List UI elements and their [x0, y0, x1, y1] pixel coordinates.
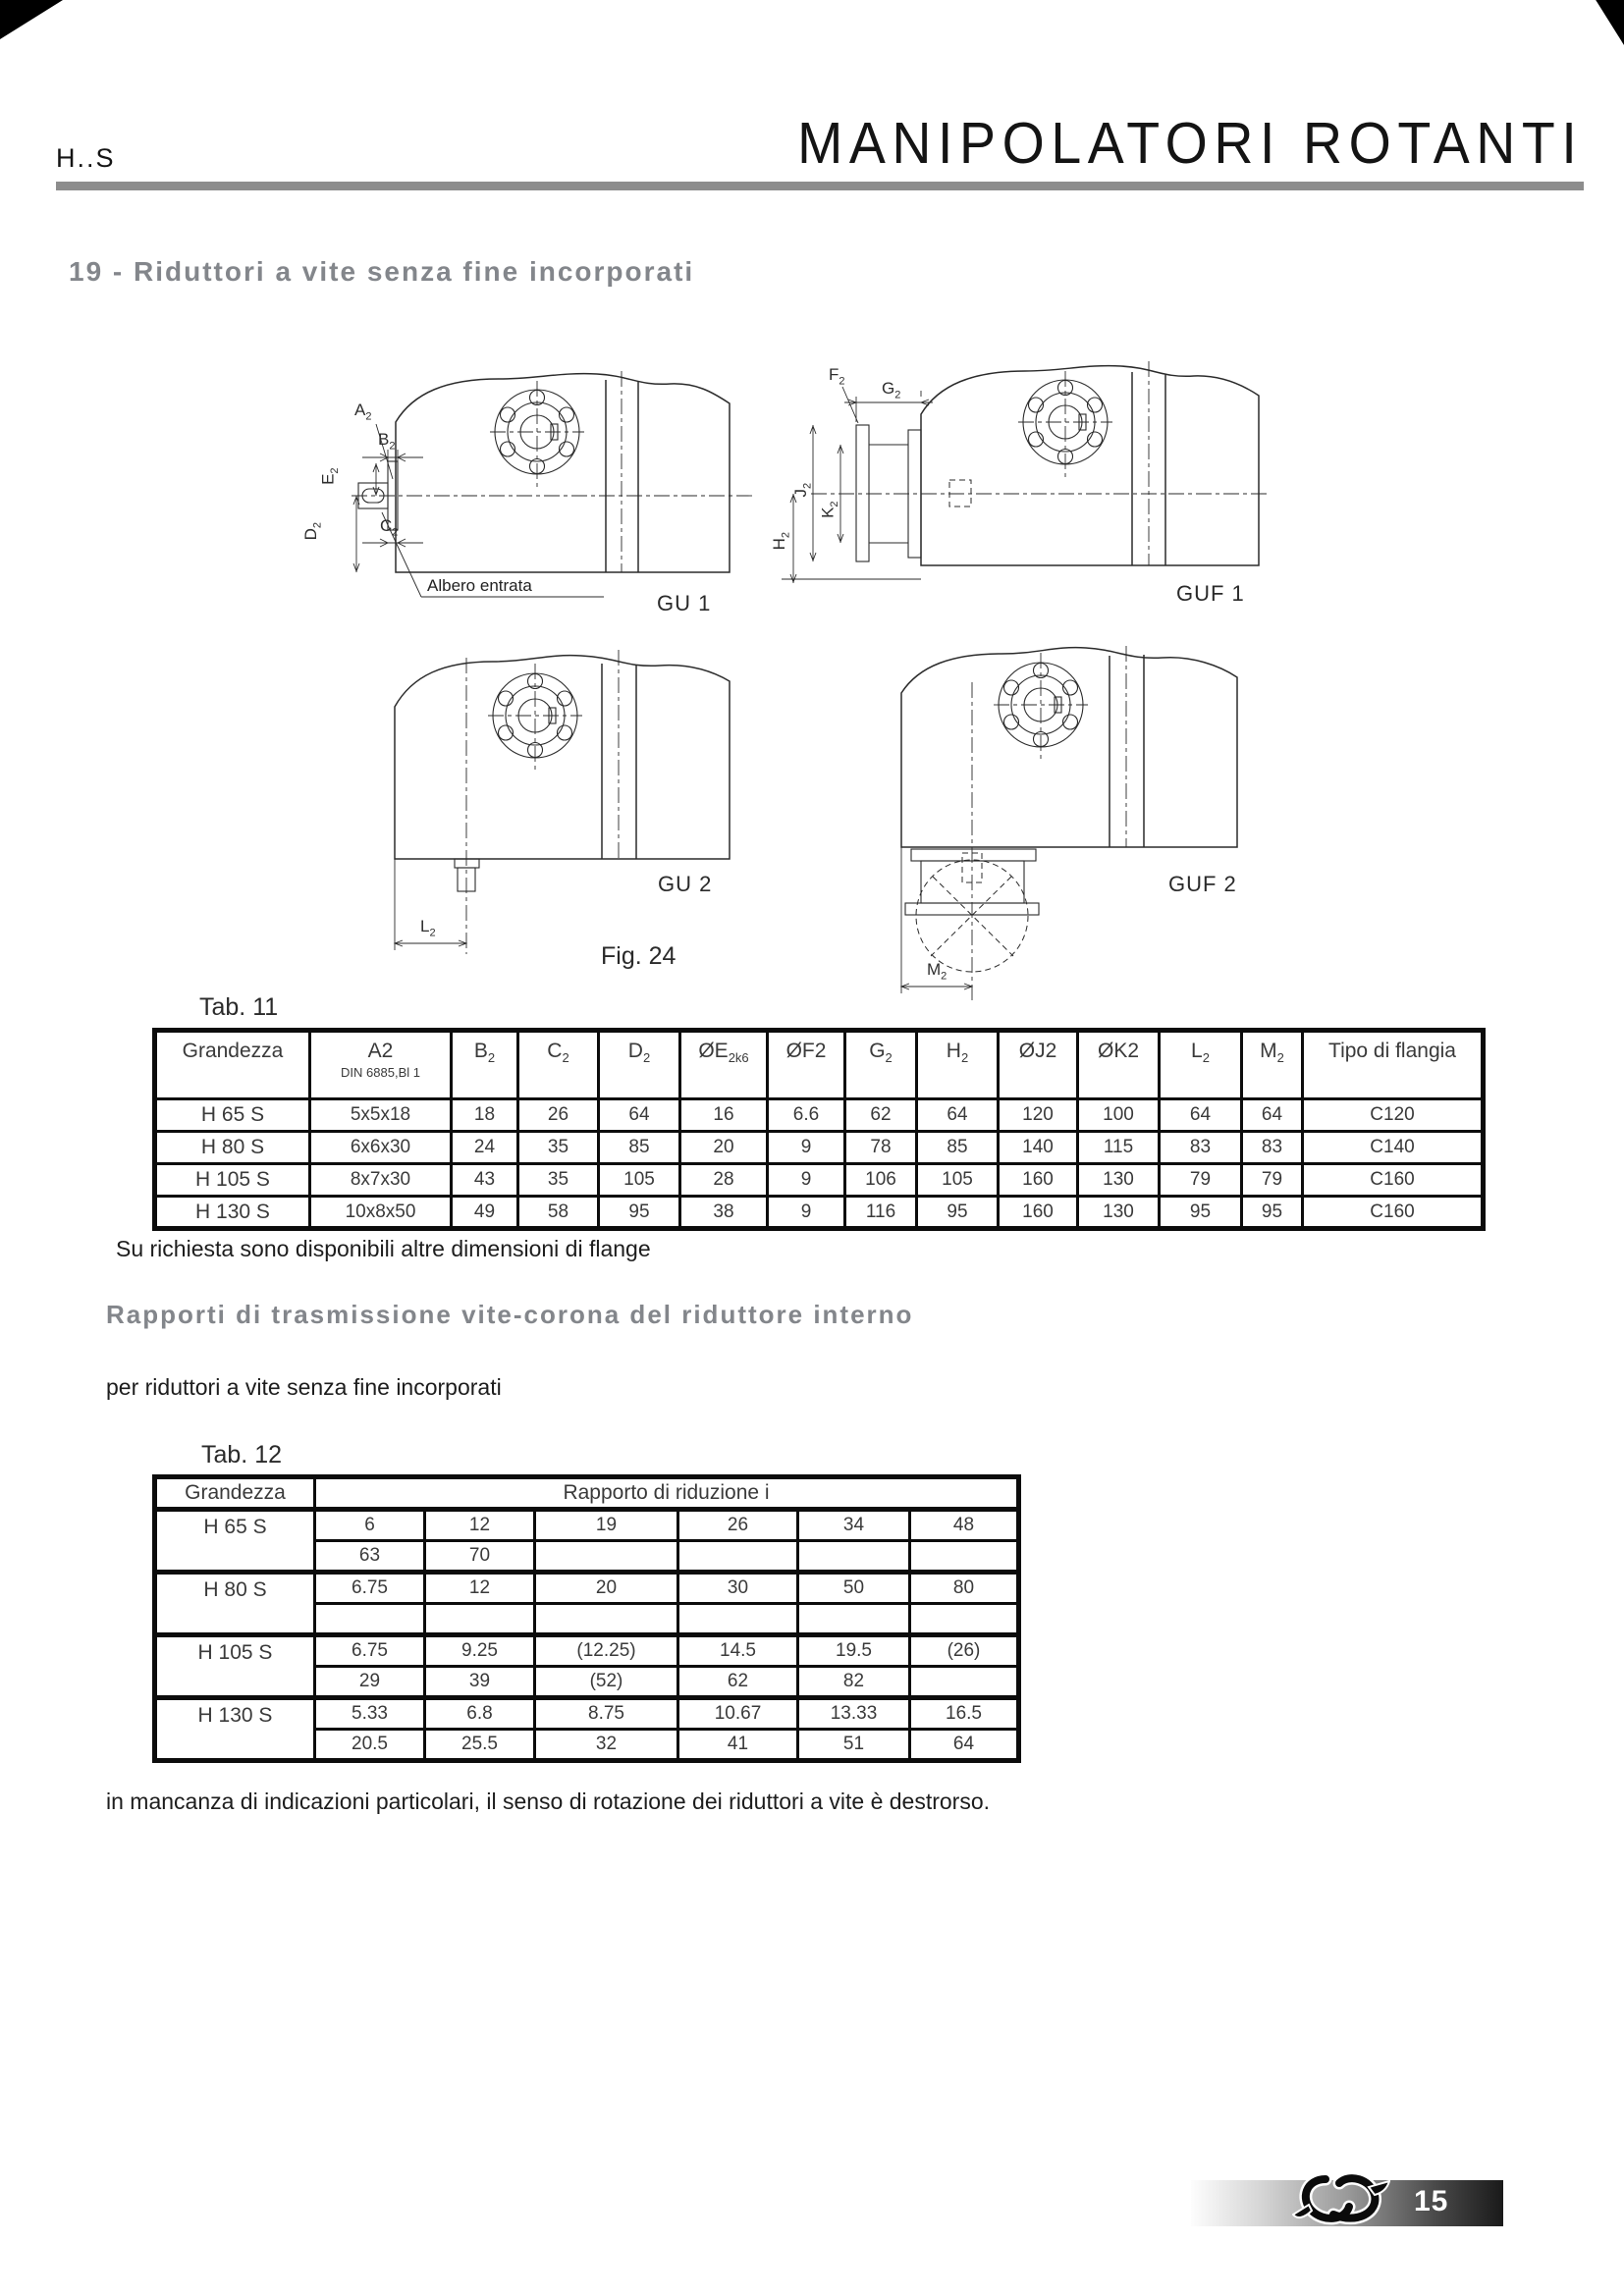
table-cell: C140	[1303, 1132, 1484, 1164]
ratios-table	[152, 1474, 1021, 1763]
table-cell: 105	[599, 1164, 680, 1197]
figure-number-label: Fig. 24	[601, 942, 677, 970]
table-cell: 13.33	[798, 1698, 910, 1730]
table-cell: 64	[910, 1730, 1019, 1761]
table-cell	[910, 1667, 1019, 1698]
table-cell: 9	[768, 1197, 845, 1229]
row-header-cell: H 130 S	[155, 1197, 310, 1229]
table-cell: 5x5x18	[310, 1099, 452, 1132]
table-cell: 120	[999, 1099, 1078, 1132]
table-row	[155, 1132, 1484, 1164]
header-rule	[56, 182, 1584, 190]
table-cell: 19	[535, 1510, 678, 1541]
table-cell	[910, 1541, 1019, 1573]
scan-corner-artifact-right	[1589, 0, 1624, 45]
dim-label-g2: $G_2$	[882, 379, 901, 401]
scan-corner-artifact-left	[0, 0, 63, 39]
table-cell: 41	[678, 1730, 798, 1761]
table-cell: 70	[425, 1541, 535, 1573]
table-cell: 106	[845, 1164, 917, 1197]
table-cell: 34	[798, 1510, 910, 1541]
table-cell: 39	[425, 1667, 535, 1698]
figure-guf1	[772, 351, 1282, 626]
table-cell: 6.6	[768, 1099, 845, 1132]
guf2-technical-drawing	[884, 638, 1296, 1011]
dim-label-f2: $F_2$	[829, 365, 845, 388]
table-row	[155, 1510, 1019, 1541]
table-cell: 6	[315, 1510, 425, 1541]
rotation-note: in mancanza di indicazioni particolari, il senso di rotazione dei riduttori a vite è destrorso.	[106, 1789, 991, 1814]
col-f2: ØF2	[768, 1031, 845, 1099]
table-cell: 49	[452, 1197, 518, 1229]
caption-gu2: GU 2	[658, 872, 713, 896]
table-cell: 16.5	[910, 1698, 1019, 1730]
tab12-label: Tab. 12	[201, 1441, 283, 1468]
table-cell: 26	[678, 1510, 798, 1541]
table-cell: (26)	[910, 1635, 1019, 1667]
col-h2: $H_2$	[917, 1031, 999, 1099]
table-cell: 95	[599, 1197, 680, 1229]
row-header-cell: H 105 S	[155, 1635, 315, 1698]
table-cell	[798, 1604, 910, 1635]
table-cell: 26	[518, 1099, 599, 1132]
table-cell: 19.5	[798, 1635, 910, 1667]
col-rapporto-riduzione: Rapporto di riduzione i	[315, 1477, 1019, 1510]
table-cell: C160	[1303, 1164, 1484, 1197]
dim-label-d2: $D_2$	[301, 521, 324, 541]
dim-label-j2: $J_2$	[791, 482, 814, 498]
col-l2: $L_2$	[1160, 1031, 1242, 1099]
table-row	[155, 1698, 1019, 1730]
table-cell: 9	[768, 1164, 845, 1197]
table-cell: 83	[1160, 1132, 1242, 1164]
table-cell: 160	[999, 1197, 1078, 1229]
figure-gu1	[298, 363, 769, 618]
gu2-technical-drawing	[383, 638, 854, 962]
table-cell: 30	[678, 1573, 798, 1604]
table-cell: 24	[452, 1132, 518, 1164]
table-cell: 64	[1242, 1099, 1303, 1132]
table-cell: (52)	[535, 1667, 678, 1698]
table-cell: 6.75	[315, 1635, 425, 1667]
table-cell: 10.67	[678, 1698, 798, 1730]
table-cell: 63	[315, 1541, 425, 1573]
table-cell: 105	[917, 1164, 999, 1197]
doc-code: H..S	[56, 143, 116, 173]
table-cell: 95	[1242, 1197, 1303, 1229]
table-cell: 6x6x30	[310, 1132, 452, 1164]
table-cell: 51	[798, 1730, 910, 1761]
table-cell: 8.75	[535, 1698, 678, 1730]
table-cell: 43	[452, 1164, 518, 1197]
table-cell: 64	[917, 1099, 999, 1132]
table-cell: 58	[518, 1197, 599, 1229]
row-header-cell: H 80 S	[155, 1132, 310, 1164]
table-cell: 115	[1078, 1132, 1160, 1164]
table-cell: 9.25	[425, 1635, 535, 1667]
table-row	[155, 1573, 1019, 1604]
table-cell	[315, 1604, 425, 1635]
table-cell: 16	[680, 1099, 768, 1132]
table-cell: 62	[845, 1099, 917, 1132]
table-cell: 20	[535, 1573, 678, 1604]
ratios-subtext: per riduttori a vite senza fine incorporati	[106, 1374, 502, 1400]
table-cell: 29	[315, 1667, 425, 1698]
table-cell	[678, 1604, 798, 1635]
table-cell: 130	[1078, 1164, 1160, 1197]
col-tipo-flangia: Tipo di flangia	[1303, 1031, 1484, 1099]
dim-label-a2: $A_2$	[354, 400, 372, 423]
table-cell: 10x8x50	[310, 1197, 452, 1229]
caption-guf1: GUF 1	[1176, 581, 1245, 606]
table-cell: 20.5	[315, 1730, 425, 1761]
col-b2: $B_2$	[452, 1031, 518, 1099]
table-cell: 82	[798, 1667, 910, 1698]
table-cell: 35	[518, 1132, 599, 1164]
figure-gu2	[383, 638, 854, 962]
table-cell	[425, 1604, 535, 1635]
table-header-row	[155, 1031, 1484, 1099]
table-cell	[678, 1541, 798, 1573]
table-cell: 116	[845, 1197, 917, 1229]
table-cell: 8x7x30	[310, 1164, 452, 1197]
table-cell: 5.33	[315, 1698, 425, 1730]
dim-label-e2: $E_2$	[318, 467, 341, 485]
table-cell: 83	[1242, 1132, 1303, 1164]
table-cell: C160	[1303, 1197, 1484, 1229]
col-c2: $C_2$	[518, 1031, 599, 1099]
table-cell: 25.5	[425, 1730, 535, 1761]
table-cell: 140	[999, 1132, 1078, 1164]
col-d2: $D_2$	[599, 1031, 680, 1099]
dimensions-table	[152, 1028, 1486, 1231]
table-cell	[535, 1604, 678, 1635]
table-cell: 9	[768, 1132, 845, 1164]
row-header-cell: H 65 S	[155, 1099, 310, 1132]
table-cell: 38	[680, 1197, 768, 1229]
table-cell: 100	[1078, 1099, 1160, 1132]
row-header-cell: H 65 S	[155, 1510, 315, 1573]
col-k2: ØK2	[1078, 1031, 1160, 1099]
table-cell: 130	[1078, 1197, 1160, 1229]
table-cell: 85	[917, 1132, 999, 1164]
col-e2: $ØE_{2k6}$	[680, 1031, 768, 1099]
table-cell: 95	[917, 1197, 999, 1229]
col-j2: ØJ2	[999, 1031, 1078, 1099]
doc-title: MANIPOLATORI ROTANTI	[796, 111, 1583, 176]
row-header-cell: H 80 S	[155, 1573, 315, 1635]
table-cell: 32	[535, 1730, 678, 1761]
table-cell: 35	[518, 1164, 599, 1197]
dim-label-l2: $L_2$	[420, 917, 436, 939]
table-cell: 12	[425, 1510, 535, 1541]
col-a2: A2 DIN 6885,Bl 1	[310, 1031, 452, 1099]
dim-label-b2: $B_2$	[378, 430, 396, 453]
ratios-heading: Rapporti di trasmissione vite-corona del riduttore interno	[106, 1300, 914, 1329]
table-cell: 62	[678, 1667, 798, 1698]
brand-logo-icon	[1292, 2163, 1390, 2232]
figure-guf2	[884, 638, 1296, 1011]
table-cell: 80	[910, 1573, 1019, 1604]
table-cell	[910, 1604, 1019, 1635]
caption-gu1: GU 1	[657, 591, 712, 615]
col-m2: $M_2$	[1242, 1031, 1303, 1099]
dim-label-c2: $C_2$	[380, 516, 399, 539]
table-cell: 85	[599, 1132, 680, 1164]
table-cell: 64	[599, 1099, 680, 1132]
tab11-label: Tab. 11	[199, 993, 279, 1021]
table-cell: 48	[910, 1510, 1019, 1541]
dim-label-m2: $M_2$	[927, 960, 947, 983]
dim-label-k2: $K_2$	[818, 501, 840, 518]
dim-label-h2: $H_2$	[770, 531, 792, 551]
col-grandezza: Grandezza	[155, 1031, 310, 1099]
page-number: 15	[1414, 2185, 1449, 2217]
entry-shaft-label: Albero entrata	[427, 576, 532, 595]
table-cell	[798, 1541, 910, 1573]
table-row	[155, 1164, 1484, 1197]
table-cell: 79	[1242, 1164, 1303, 1197]
table-row	[155, 1635, 1019, 1667]
table-cell: 50	[798, 1573, 910, 1604]
table-cell: 6.75	[315, 1573, 425, 1604]
row-header-cell: H 130 S	[155, 1698, 315, 1761]
caption-guf2: GUF 2	[1168, 872, 1237, 896]
table-header-row	[155, 1477, 1019, 1510]
table-cell: 95	[1160, 1197, 1242, 1229]
table-cell: 78	[845, 1132, 917, 1164]
table-cell: 28	[680, 1164, 768, 1197]
table-cell: C120	[1303, 1099, 1484, 1132]
tab11-footnote: Su richiesta sono disponibili altre dimensioni di flange	[116, 1236, 651, 1261]
table-row	[155, 1197, 1484, 1229]
table-cell: 18	[452, 1099, 518, 1132]
table-cell: 14.5	[678, 1635, 798, 1667]
col-g2: $G_2$	[845, 1031, 917, 1099]
table-row	[155, 1099, 1484, 1132]
row-header-cell: H 105 S	[155, 1164, 310, 1197]
section-title: 19 - Riduttori a vite senza fine incorporati	[69, 256, 695, 287]
table-cell: 6.8	[425, 1698, 535, 1730]
table-cell: 12	[425, 1573, 535, 1604]
table-cell: 160	[999, 1164, 1078, 1197]
table-cell: 64	[1160, 1099, 1242, 1132]
col-grandezza: Grandezza	[155, 1477, 315, 1510]
table-cell	[535, 1541, 678, 1573]
table-cell: (12.25)	[535, 1635, 678, 1667]
table-cell: 20	[680, 1132, 768, 1164]
table-cell: 79	[1160, 1164, 1242, 1197]
